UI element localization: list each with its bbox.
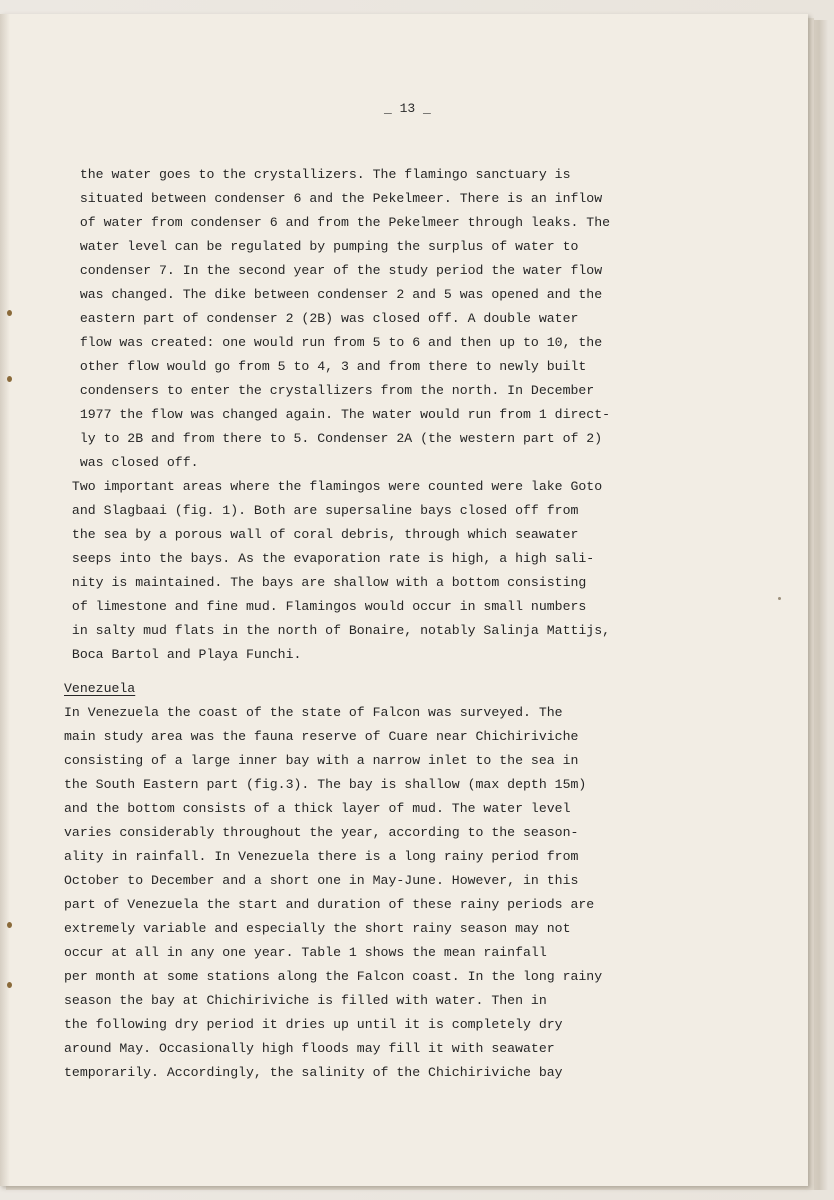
staple-mark-icon <box>7 376 12 382</box>
text-line: Boca Bartol and Playa Funchi. <box>64 647 302 662</box>
staple-mark-icon <box>7 310 12 316</box>
text-line: nity is maintained. The bays are shallow with a bottom consisting <box>64 575 587 590</box>
text-line: per month at some stations along the Falcon coast. In the long rainy <box>64 969 603 984</box>
text-line: varies considerably throughout the year, according to the season- <box>64 825 579 840</box>
text-line: and the bottom consists of a thick layer of mud. The water level <box>64 801 571 816</box>
paragraph-bonaire <box>64 163 744 667</box>
text-line: of limestone and fine mud. Flamingos would occur in small numbers <box>64 599 587 614</box>
text-line: and Slagbaai (fig. 1). Both are supersaline bays closed off from <box>64 503 579 518</box>
text-line: extremely variable and especially the short rainy season may not <box>64 921 571 936</box>
text-line: seeps into the bays. As the evaporation rate is high, a high sali- <box>64 551 595 566</box>
text-line: October to December and a short one in May-June. However, in this <box>64 873 579 888</box>
text-line: condensers to enter the crystallizers from the north. In December <box>64 383 595 398</box>
text-line: consisting of a large inner bay with a narrow inlet to the sea in <box>64 753 579 768</box>
text-line: season the bay at Chichiriviche is filled with water. Then in <box>64 993 547 1008</box>
binding-shadow <box>0 14 10 1186</box>
text-line: ly to 2B and from there to 5. Condenser 2A (the western part of 2) <box>64 431 603 446</box>
section-gap <box>64 667 744 677</box>
text-line: condenser 7. In the second year of the study period the water flow <box>64 263 603 278</box>
text-line: temporarily. Accordingly, the salinity of the Chichiriviche bay <box>64 1065 563 1080</box>
text-line: flow was created: one would run from 5 to 6 and then up to 10, the <box>64 335 603 350</box>
page-number: _ 13 _ <box>384 101 431 116</box>
text-line: other flow would go from 5 to 4, 3 and from there to newly built <box>64 359 587 374</box>
text-line: the sea by a porous wall of coral debris, through which seawater <box>64 527 579 542</box>
text-line: occur at all in any one year. Table 1 shows the mean rainfall <box>64 945 547 960</box>
text-line: the following dry period it dries up until it is completely dry <box>64 1017 563 1032</box>
text-line: Two important areas where the flamingos were counted were lake Goto <box>64 479 603 494</box>
staple-mark-icon <box>7 982 12 988</box>
body-text <box>64 163 744 1085</box>
text-line: situated between condenser 6 and the Pekelmeer. There is an inflow <box>64 191 603 206</box>
text-line: around May. Occasionally high floods may fill it with seawater <box>64 1041 555 1056</box>
paragraph-venezuela <box>64 701 744 1085</box>
text-line: main study area was the fauna reserve of Cuare near Chichiriviche <box>64 729 579 744</box>
text-line: in salty mud flats in the north of Bonaire, notably Salinja Mattijs, <box>64 623 611 638</box>
text-line: 1977 the flow was changed again. The water would run from 1 direct- <box>64 407 611 422</box>
section-heading-venezuela: Venezuela <box>64 681 136 696</box>
underlying-pages-edge <box>810 20 828 1190</box>
text-line: In Venezuela the coast of the state of Falcon was surveyed. The <box>64 705 563 720</box>
text-line: the South Eastern part (fig.3). The bay is shallow (max depth 15m) <box>64 777 587 792</box>
text-line: part of Venezuela the start and duration of these rainy periods are <box>64 897 595 912</box>
text-line: the water goes to the crystallizers. The flamingo sanctuary is <box>64 167 571 182</box>
staple-mark-icon <box>7 922 12 928</box>
paper-speck <box>778 597 781 600</box>
text-line: was changed. The dike between condenser 2 and 5 was opened and the <box>64 287 603 302</box>
text-line: water level can be regulated by pumping the surplus of water to <box>64 239 579 254</box>
text-line: of water from condenser 6 and from the Pekelmeer through leaks. The <box>64 215 611 230</box>
text-line: was closed off. <box>64 455 199 470</box>
text-line: ality in rainfall. In Venezuela there is a long rainy period from <box>64 849 579 864</box>
text-line: eastern part of condenser 2 (2B) was closed off. A double water <box>64 311 579 326</box>
